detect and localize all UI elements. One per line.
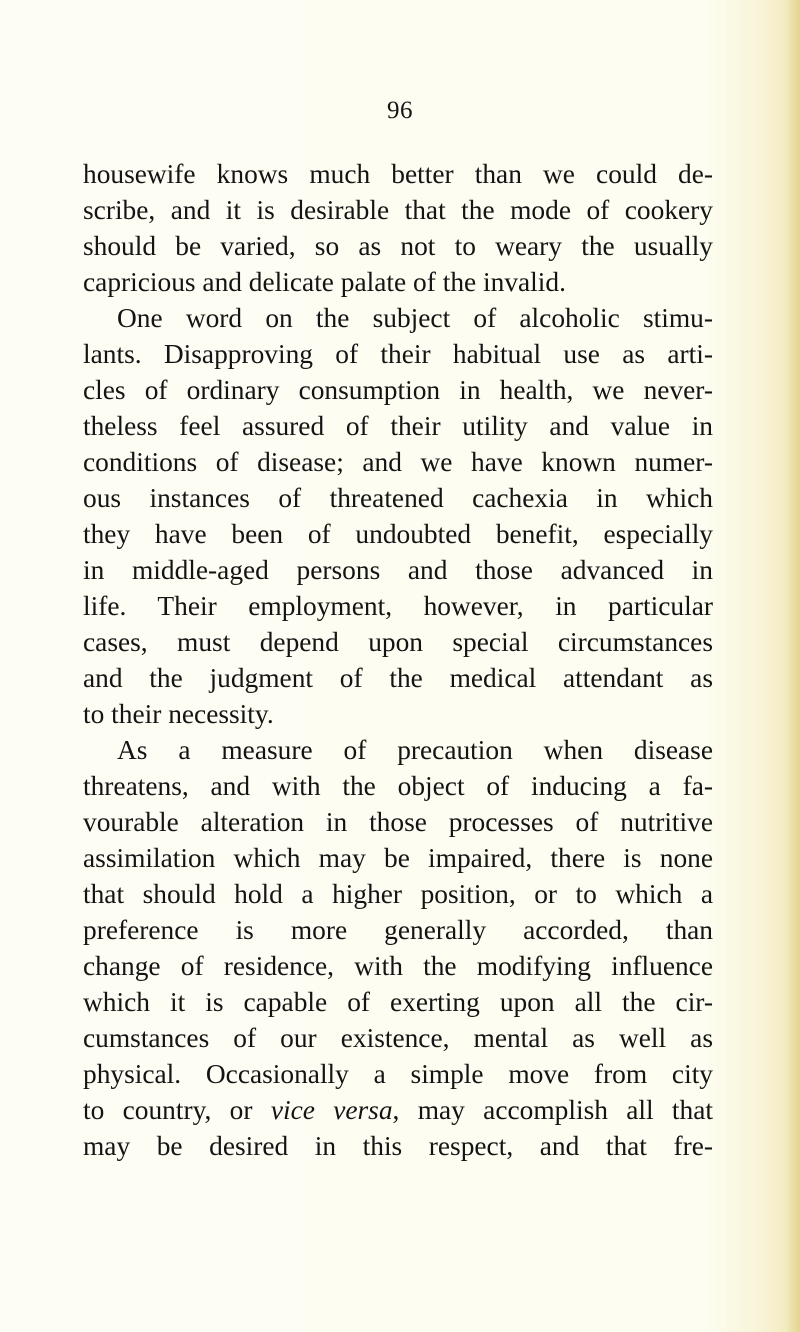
text-line: which it is capable of exerting upon all the cir- (83, 987, 713, 1017)
text-line: to their necessity. (83, 699, 274, 729)
text-line: that should hold a higher position, or to which a (83, 879, 713, 909)
text-line: and the judgment of the medical attendant as (83, 663, 713, 693)
text-line: assimilation which may be impaired, there is none (83, 843, 713, 873)
text-line: cumstances of our existence, mental as well as (83, 1023, 713, 1053)
text-line: scribe, and it is desirable that the mode of cookery (83, 195, 713, 225)
text-line: One word on the subject of alcoholic stimu- (117, 303, 713, 333)
text-line: life. Their employment, however, in particular (83, 591, 713, 621)
text-line: conditions of disease; and we have known numer- (83, 447, 713, 477)
text-line: they have been of undoubted benefit, especially (83, 519, 713, 549)
page-edge-shading (786, 0, 800, 1332)
text-line: cles of ordinary consumption in health, we never- (83, 375, 713, 405)
text-line: housewife knows much better than we could de- (83, 159, 713, 189)
text-line: cases, must depend upon special circumstances (83, 627, 713, 657)
text-line: capricious and delicate palate of the invalid. (83, 267, 566, 297)
text-line: in middle-aged persons and those advanced in (83, 555, 713, 585)
text-line (83, 1094, 713, 1126)
text-line: theless feel assured of their utility and value in (83, 411, 713, 441)
text-line: As a measure of precaution when disease (117, 735, 713, 765)
text-line: lants. Disapproving of their habitual use as arti- (83, 339, 713, 369)
text-segment: , may accomplish all that (392, 1095, 714, 1125)
text-line: change of residence, with the modifying influence (83, 951, 713, 981)
text-line: threatens, and with the object of inducing a fa- (83, 771, 713, 801)
text-line: preference is more generally accorded, than (83, 915, 713, 945)
text-line: vourable alteration in those processes of nutritive (83, 807, 713, 837)
italic-phrase: vice versa (270, 1095, 393, 1125)
text-line: may be desired in this respect, and that fre- (83, 1131, 713, 1161)
text-line: should be varied, so as not to weary the usually (83, 231, 713, 261)
text-line: physical. Occasionally a simple move from city (83, 1059, 713, 1089)
page-number: 96 (387, 97, 413, 124)
text-line: ous instances of threatened cachexia in which (83, 483, 713, 513)
text-segment: to country, or (83, 1095, 271, 1125)
